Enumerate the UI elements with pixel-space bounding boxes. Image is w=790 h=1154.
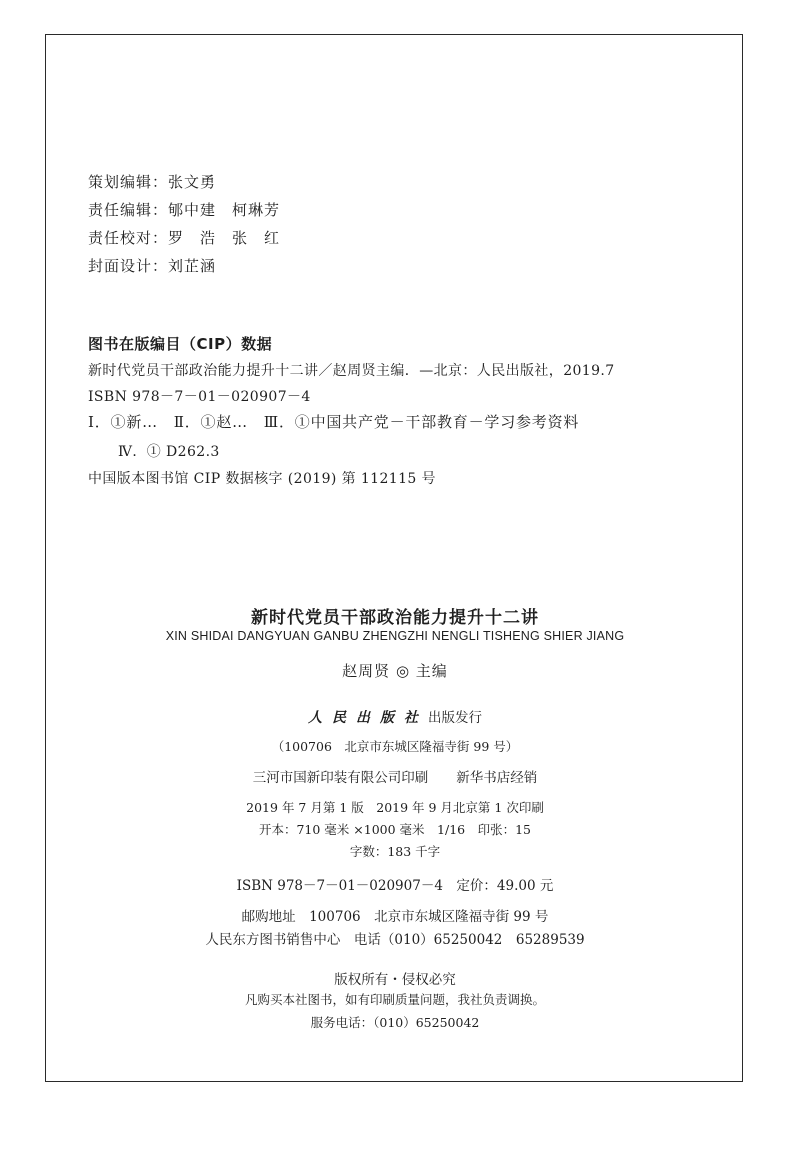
credit-name: 张文勇 [168, 173, 217, 191]
publisher-action: 出版发行 [428, 710, 482, 726]
credit-role: 责任校对： [88, 229, 169, 247]
cip-heading: 图书在版编目（CIP）数据 [88, 335, 273, 353]
book-editor: 赵周贤 ◎ 主编 [342, 662, 448, 680]
distributor: 新华书店经销 [456, 770, 538, 786]
cip-line-subjects: Ⅰ．①新… Ⅱ．①赵… Ⅲ．①中国共产党－干部教育－学习参考资料 [88, 413, 580, 431]
copyright-notice: 版权所有・侵权必究 [334, 972, 456, 988]
credit-responsible-editor [88, 199, 280, 220]
credit-planning-editor [88, 171, 216, 192]
printer-line [0, 766, 790, 786]
printer: 三河市国新印装有限公司印刷 [252, 770, 429, 786]
credit-role: 责任编辑： [88, 201, 169, 219]
cip-line-isbn: ISBN 978－7－01－020907－4 [88, 389, 311, 405]
cip-line-verification: 中国版本图书馆 CIP 数据核字 (2019) 第 112115 号 [88, 471, 436, 487]
publisher-line [0, 706, 790, 727]
credit-name: 罗 浩 张 红 [168, 229, 281, 247]
isbn-price: ISBN 978－7－01－020907－4 定价：49.00 元 [236, 878, 554, 894]
word-count: 字数：183 千字 [349, 844, 441, 859]
edition-line: 2019 年 7 月第 1 版 2019 年 9 月北京第 1 次印刷 [246, 800, 544, 815]
format-line: 开本：710 毫米 ×1000 毫米 1/16 印张：15 [258, 822, 532, 837]
publisher-address: （100706 北京市东城区隆福寺街 99 号） [271, 739, 519, 754]
credit-name: 郇中建 柯琳芳 [168, 201, 281, 219]
credit-name: 刘芷涵 [168, 257, 217, 275]
mail-address: 邮购地址 100706 北京市东城区隆福寺街 99 号 [241, 909, 549, 925]
cip-line-classification: Ⅳ．① D262.3 [118, 444, 220, 460]
credit-proofreader [88, 227, 280, 248]
credit-role: 策划编辑： [88, 173, 169, 191]
credit-cover-design [88, 255, 216, 276]
cip-line-title: 新时代党员干部政治能力提升十二讲／赵周贤主编．—北京：人民出版社，2019.7 [88, 363, 615, 379]
book-title: 新时代党员干部政治能力提升十二讲 [251, 608, 539, 628]
publisher-name: 人民出版社 [308, 710, 428, 726]
quality-notice: 凡购买本社图书，如有印刷质量问题，我社负责调换。 [244, 992, 545, 1007]
service-phone: 服务电话：（010）65250042 [310, 1015, 480, 1030]
credit-role: 封面设计： [88, 257, 169, 275]
book-title-pinyin: XIN SHIDAI DANGYUAN GANBU ZHENGZHI NENGLI TISHENG SHIER JIANG [165, 629, 625, 643]
sales-center: 人民东方图书销售中心 电话（010）65250042 65289539 [205, 932, 585, 948]
